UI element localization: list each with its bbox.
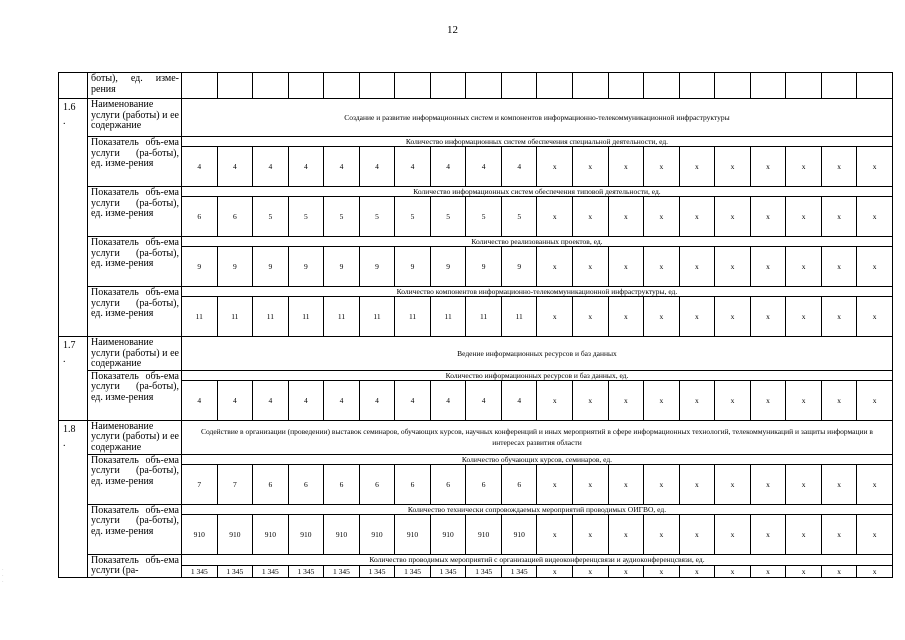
value-cell: 1 345 <box>395 566 431 578</box>
value-cell <box>253 73 289 99</box>
value-cell: х <box>857 247 893 287</box>
value-cell: 9 <box>501 247 537 287</box>
value-cell: х <box>750 197 786 237</box>
value-cell <box>217 73 253 99</box>
value-cell: 4 <box>501 147 537 187</box>
value-cell <box>750 73 786 99</box>
value-cell: х <box>750 247 786 287</box>
page-number: 12 <box>447 24 458 36</box>
value-cell: х <box>608 566 644 578</box>
section-number: 1.6 . <box>59 99 88 337</box>
indicator-values-row <box>59 197 893 237</box>
indicator-heading-row <box>59 187 893 197</box>
value-cell: 9 <box>466 247 502 287</box>
value-cell: 4 <box>217 380 253 420</box>
value-cell: 11 <box>359 297 395 337</box>
value-cell: 6 <box>359 464 395 504</box>
value-cell: х <box>857 566 893 578</box>
value-cell: 1 345 <box>501 566 537 578</box>
value-cell <box>359 73 395 99</box>
indicator-label: Показатель объ-ема услуги (ра-боты), ед. изме-рения <box>88 370 182 420</box>
value-cell: 1 345 <box>217 566 253 578</box>
indicator-heading-row <box>59 370 893 380</box>
value-cell: 1 345 <box>430 566 466 578</box>
value-cell <box>395 73 431 99</box>
value-cell: х <box>821 464 857 504</box>
value-cell: 7 <box>217 464 253 504</box>
value-cell: х <box>537 147 573 187</box>
value-cell: х <box>573 297 609 337</box>
value-cell: 4 <box>324 147 360 187</box>
value-cell: 6 <box>466 464 502 504</box>
section-number: 1.7 . <box>59 337 88 421</box>
value-cell: 910 <box>217 514 253 554</box>
value-cell: х <box>857 297 893 337</box>
value-cell: 5 <box>359 197 395 237</box>
value-cell: 6 <box>288 464 324 504</box>
value-cell: х <box>644 197 680 237</box>
indicator-label: Показатель объ-ема услуги (ра-боты), ед. изме-рения <box>88 137 182 187</box>
value-cell: 4 <box>430 380 466 420</box>
value-cell: х <box>857 197 893 237</box>
value-cell: х <box>537 566 573 578</box>
indicator-heading-row <box>59 554 893 566</box>
value-cell: х <box>821 566 857 578</box>
value-cell: х <box>679 514 715 554</box>
value-cell: х <box>786 297 822 337</box>
indicator-heading: Количество компонентов информационно-телекоммуникационной инфраструктуры, ед. <box>182 287 893 297</box>
indicator-values-row <box>59 566 893 578</box>
value-cell: 5 <box>466 197 502 237</box>
services-table <box>58 72 893 578</box>
value-cell: х <box>608 514 644 554</box>
value-cell: х <box>786 566 822 578</box>
margin-mark: · · · <box>2 568 4 585</box>
value-cell: 4 <box>182 380 218 420</box>
value-cell: х <box>573 464 609 504</box>
value-cell: х <box>786 247 822 287</box>
value-cell: 4 <box>253 380 289 420</box>
value-cell: х <box>608 380 644 420</box>
section-name-row <box>59 337 893 371</box>
section-description: Ведение информационных ресурсов и баз данных <box>182 337 893 371</box>
indicator-heading-row <box>59 504 893 514</box>
indicator-heading-row <box>59 237 893 247</box>
indicator-heading: Количество технически сопровождаемых мероприятий проводимых ОИГВО, ед. <box>182 504 893 514</box>
value-cell <box>182 73 218 99</box>
value-cell: 9 <box>324 247 360 287</box>
indicator-heading: Количество информационных систем обеспечения специальной деятельности, ед. <box>182 137 893 147</box>
value-cell: х <box>750 464 786 504</box>
indicator-label: боты), ед. изме-рения <box>88 73 182 99</box>
indicator-label: Показатель объ-ема услуги (ра-боты), ед. изме-рения <box>88 287 182 337</box>
section-number: 1.8 . <box>59 420 88 577</box>
value-cell: 4 <box>359 147 395 187</box>
value-cell: х <box>537 464 573 504</box>
value-cell: х <box>821 514 857 554</box>
value-cell: х <box>679 197 715 237</box>
section-name-label: Наименование услуги (работы) и ее содержание <box>88 337 182 371</box>
section-name-row <box>59 99 893 137</box>
value-cell: х <box>750 297 786 337</box>
value-cell: 910 <box>324 514 360 554</box>
value-cell: 4 <box>466 147 502 187</box>
value-cell: х <box>715 147 751 187</box>
value-cell: х <box>537 514 573 554</box>
value-cell: 6 <box>430 464 466 504</box>
value-cell: х <box>750 147 786 187</box>
value-cell: 5 <box>395 197 431 237</box>
value-cell: х <box>679 464 715 504</box>
value-cell: 1 345 <box>182 566 218 578</box>
value-cell: х <box>608 147 644 187</box>
value-cell: х <box>679 297 715 337</box>
value-cell: 6 <box>217 197 253 237</box>
value-cell: х <box>573 147 609 187</box>
value-cell: х <box>750 380 786 420</box>
value-cell: 4 <box>253 147 289 187</box>
value-cell: 7 <box>182 464 218 504</box>
indicator-values-row <box>59 147 893 187</box>
value-cell: х <box>821 197 857 237</box>
value-cell: 4 <box>501 380 537 420</box>
indicator-label: Показатель объ-ема услуги (ра-боты), ед. изме-рения <box>88 504 182 554</box>
value-cell: 4 <box>324 380 360 420</box>
value-cell: 11 <box>182 297 218 337</box>
value-cell: х <box>857 514 893 554</box>
value-cell: х <box>608 197 644 237</box>
indicator-heading-row <box>59 137 893 147</box>
value-cell <box>857 73 893 99</box>
value-cell: 9 <box>359 247 395 287</box>
indicator-heading: Количество проводимых мероприятий с организацией видеоконференцсвязи и аудиоконференцсвязи, ед. <box>182 554 893 566</box>
value-cell: х <box>821 247 857 287</box>
section-name-label: Наименование услуги (работы) и ее содержание <box>88 420 182 454</box>
value-cell: х <box>750 514 786 554</box>
value-cell: 910 <box>430 514 466 554</box>
value-cell: 6 <box>182 197 218 237</box>
section-description: Содействие в организации (проведении) выставок семинаров, обучающих курсов, научных конференций и иных мероприятий в сфере информационных технологий, телекоммуникаций и защиты информации в интересах развития области <box>182 420 893 454</box>
indicator-heading: Количество обучающих курсов, семинаров, ед. <box>182 454 893 464</box>
value-cell: х <box>537 297 573 337</box>
value-cell: х <box>715 247 751 287</box>
value-cell: 6 <box>324 464 360 504</box>
value-cell: х <box>786 514 822 554</box>
value-cell: 5 <box>501 197 537 237</box>
value-cell: х <box>537 247 573 287</box>
value-cell: 11 <box>324 297 360 337</box>
value-cell: 4 <box>288 380 324 420</box>
value-cell: 6 <box>253 464 289 504</box>
indicator-label: Показатель объ-ема услуги (ра- <box>88 554 182 577</box>
value-cell: х <box>537 380 573 420</box>
value-cell: 11 <box>430 297 466 337</box>
indicator-values-row <box>59 464 893 504</box>
value-cell: 9 <box>253 247 289 287</box>
value-cell: 5 <box>430 197 466 237</box>
value-cell: х <box>679 147 715 187</box>
value-cell: 11 <box>217 297 253 337</box>
value-cell <box>430 73 466 99</box>
value-cell: х <box>679 247 715 287</box>
value-cell: 9 <box>182 247 218 287</box>
value-cell <box>288 73 324 99</box>
value-cell: х <box>644 514 680 554</box>
value-cell: х <box>857 380 893 420</box>
indicator-heading: Количество информационных ресурсов и баз данных, ед. <box>182 370 893 380</box>
value-cell: 5 <box>324 197 360 237</box>
value-cell: 1 345 <box>324 566 360 578</box>
indicator-values-row <box>59 297 893 337</box>
value-cell: х <box>715 514 751 554</box>
value-cell: х <box>715 566 751 578</box>
value-cell: х <box>608 297 644 337</box>
value-cell: 910 <box>253 514 289 554</box>
value-cell: х <box>786 197 822 237</box>
value-cell: 11 <box>466 297 502 337</box>
value-cell: 1 345 <box>466 566 502 578</box>
value-cell: х <box>644 464 680 504</box>
row-number-cell <box>59 73 88 99</box>
indicator-heading: Количество информационных систем обеспечения типовой деятельности, ед. <box>182 187 893 197</box>
value-cell: 4 <box>217 147 253 187</box>
value-cell: х <box>857 147 893 187</box>
value-cell: 4 <box>359 380 395 420</box>
value-cell: х <box>573 514 609 554</box>
value-cell <box>537 73 573 99</box>
value-cell: х <box>786 464 822 504</box>
value-cell: 910 <box>501 514 537 554</box>
value-cell: 4 <box>430 147 466 187</box>
value-cell: х <box>821 380 857 420</box>
value-cell: 910 <box>395 514 431 554</box>
value-cell: х <box>537 197 573 237</box>
value-cell: 4 <box>288 147 324 187</box>
value-cell: х <box>679 380 715 420</box>
section-description: Создание и развитие информационных систем и компонентов информационно-телекоммуникационной инфраструктуры <box>182 99 893 137</box>
value-cell: 5 <box>288 197 324 237</box>
value-cell: 4 <box>395 380 431 420</box>
value-cell: 11 <box>288 297 324 337</box>
indicator-heading-row <box>59 454 893 464</box>
value-cell: х <box>644 380 680 420</box>
indicator-values-row <box>59 247 893 287</box>
value-cell: х <box>821 147 857 187</box>
value-cell: х <box>608 247 644 287</box>
value-cell: 1 345 <box>288 566 324 578</box>
value-cell <box>324 73 360 99</box>
value-cell: х <box>786 380 822 420</box>
indicator-heading: Количество реализованных проектов, ед. <box>182 237 893 247</box>
value-cell: 4 <box>466 380 502 420</box>
value-cell: х <box>857 464 893 504</box>
value-cell: х <box>573 247 609 287</box>
value-cell: 6 <box>501 464 537 504</box>
value-cell: 9 <box>395 247 431 287</box>
value-cell: х <box>715 464 751 504</box>
value-cell: 11 <box>253 297 289 337</box>
value-cell: х <box>573 197 609 237</box>
table-row-continued <box>59 73 893 99</box>
section-name-row <box>59 420 893 454</box>
value-cell: х <box>715 197 751 237</box>
value-cell <box>715 73 751 99</box>
indicator-label: Показатель объ-ема услуги (ра-боты), ед. изме-рения <box>88 237 182 287</box>
value-cell: 9 <box>430 247 466 287</box>
value-cell: 4 <box>395 147 431 187</box>
value-cell: х <box>644 297 680 337</box>
value-cell: 9 <box>217 247 253 287</box>
value-cell: х <box>715 297 751 337</box>
value-cell <box>644 73 680 99</box>
value-cell: х <box>750 566 786 578</box>
value-cell: 910 <box>359 514 395 554</box>
value-cell: 910 <box>288 514 324 554</box>
value-cell: 910 <box>466 514 502 554</box>
value-cell: х <box>573 380 609 420</box>
value-cell: х <box>786 147 822 187</box>
value-cell: 11 <box>395 297 431 337</box>
value-cell: х <box>644 147 680 187</box>
value-cell <box>466 73 502 99</box>
indicator-values-row <box>59 514 893 554</box>
value-cell <box>821 73 857 99</box>
value-cell <box>679 73 715 99</box>
value-cell: х <box>679 566 715 578</box>
indicator-heading-row <box>59 287 893 297</box>
value-cell: 9 <box>288 247 324 287</box>
value-cell <box>608 73 644 99</box>
value-cell: х <box>715 380 751 420</box>
value-cell: 910 <box>182 514 218 554</box>
value-cell <box>573 73 609 99</box>
value-cell: х <box>608 464 644 504</box>
value-cell: х <box>573 566 609 578</box>
value-cell <box>786 73 822 99</box>
value-cell: 1 345 <box>253 566 289 578</box>
indicator-label: Показатель объ-ема услуги (ра-боты), ед. изме-рения <box>88 454 182 504</box>
value-cell: 1 345 <box>359 566 395 578</box>
section-name-label: Наименование услуги (работы) и ее содержание <box>88 99 182 137</box>
value-cell: х <box>644 566 680 578</box>
value-cell: 6 <box>395 464 431 504</box>
value-cell: 11 <box>501 297 537 337</box>
value-cell: х <box>821 297 857 337</box>
value-cell <box>501 73 537 99</box>
indicator-values-row <box>59 380 893 420</box>
value-cell: х <box>644 247 680 287</box>
value-cell: 4 <box>182 147 218 187</box>
value-cell: 5 <box>253 197 289 237</box>
indicator-label: Показатель объ-ема услуги (ра-боты), ед. изме-рения <box>88 187 182 237</box>
